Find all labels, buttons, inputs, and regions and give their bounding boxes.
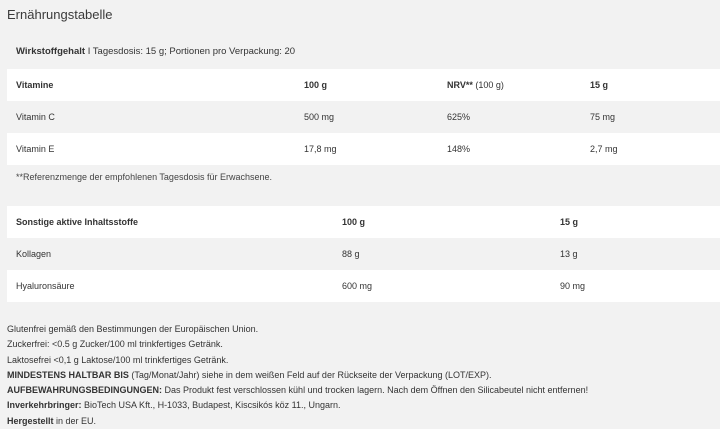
dosage-text: I Tagesdosis: 15 g; Portionen pro Verpackung: 20 xyxy=(85,46,296,57)
vitamin-100g-value: 17,8 mg xyxy=(304,144,337,154)
vitamins-header-100g: 100 g xyxy=(304,80,328,90)
distributor-text: BioTech USA Kft., H-1033, Budapest, Kiscsikós köz 11., Ungarn. xyxy=(81,400,341,411)
product-notes xyxy=(7,322,588,429)
vitamins-header-nrv xyxy=(438,69,581,101)
vitamin-nrv-value: 625% xyxy=(447,112,471,122)
page-title: Ernährungstabelle xyxy=(7,7,113,22)
storage-note xyxy=(7,383,588,398)
made-in-text: in der EU. xyxy=(53,415,97,426)
active-ingredients-table xyxy=(7,206,720,302)
best-before-label: MINDESTENS HALTBAR BIS xyxy=(7,369,129,380)
distributor-note xyxy=(7,398,588,413)
vitamins-header-row xyxy=(7,69,720,101)
vitamin-100g-value: 500 mg xyxy=(304,112,335,122)
table-row xyxy=(7,133,720,165)
nrv-label: NRV** xyxy=(447,80,473,90)
nrv-unit: (100 g) xyxy=(472,80,504,90)
vitamin-15g-value: 75 mg xyxy=(590,112,616,122)
vitamin-name: Vitamin E xyxy=(16,144,55,154)
storage-label: AUFBEWAHRUNGSBEDINGUNGEN: xyxy=(7,385,162,396)
sugar-note: Zuckerfrei: <0.5 g Zucker/100 ml trinkfertiges Getränk. xyxy=(7,339,223,350)
made-in-note xyxy=(7,414,588,429)
dosage-label: Wirkstoffgehalt xyxy=(16,46,86,57)
made-in-label: Hergestellt xyxy=(7,415,54,426)
best-before-note xyxy=(7,368,588,383)
vitamins-header-name: Vitamine xyxy=(16,80,54,90)
vitamins-header-15g: 15 g xyxy=(590,80,609,90)
vitamins-table xyxy=(7,69,720,165)
ingredient-name: Kollagen xyxy=(16,249,52,259)
vitamin-nrv-value: 148% xyxy=(447,144,471,154)
active-header-100g: 100 g xyxy=(342,217,366,227)
nrv-footnote: **Referenzmenge der empfohlenen Tagesdosis für Erwachsene. xyxy=(16,172,272,182)
distributor-label: Inverkehrbringer: xyxy=(7,400,82,411)
gluten-note: Glutenfrei gemäß den Bestimmungen der Europäischen Union. xyxy=(7,324,259,334)
table-row xyxy=(7,101,720,133)
active-header-row xyxy=(7,206,720,238)
active-header-name: Sonstige aktive Inhaltsstoffe xyxy=(16,217,139,227)
vitamin-name: Vitamin C xyxy=(16,112,55,122)
ingredient-15g-value: 90 mg xyxy=(560,281,586,291)
table-row xyxy=(7,270,720,302)
ingredient-100g-value: 600 mg xyxy=(342,281,373,291)
best-before-text: (Tag/Monat/Jahr) siehe in dem weißen Feld auf der Rückseite der Verpackung (LOT/EXP). xyxy=(128,369,492,380)
ingredient-name: Hyaluronsäure xyxy=(16,281,75,291)
lactose-note: Laktosefrei <0,1 g Laktose/100 ml trinkfertiges Getränk. xyxy=(7,354,229,365)
ingredient-100g-value: 88 g xyxy=(342,249,360,259)
active-header-15g: 15 g xyxy=(560,217,579,227)
dosage-line xyxy=(16,46,295,57)
table-row xyxy=(7,238,720,270)
vitamin-15g-value: 2,7 mg xyxy=(590,144,618,154)
ingredient-15g-value: 13 g xyxy=(560,249,578,259)
storage-text: Das Produkt fest verschlossen kühl und trocken lagern. Nach dem Öffnen den Silicabeutel nicht entfernen! xyxy=(162,385,589,396)
